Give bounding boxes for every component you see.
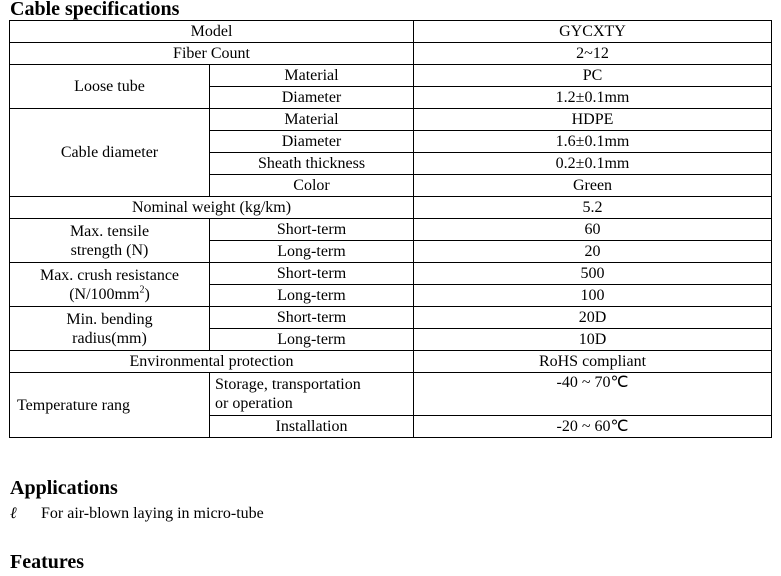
crush-label-superscript: 2 — [139, 284, 145, 296]
crush-short-label: Short-term — [210, 263, 414, 285]
table-row — [10, 21, 772, 43]
storage-label-line2: or operation — [215, 395, 293, 412]
tensile-label-line2: strength (N) — [70, 241, 149, 259]
loose-tube-material-label: Material — [210, 65, 414, 87]
table-row — [10, 197, 772, 219]
bending-label-line1: Min. bending — [66, 310, 153, 328]
cable-material-value: HDPE — [414, 109, 772, 131]
nominal-weight-value: 5.2 — [414, 197, 772, 219]
crush-label-line1: Max. crush resistance — [39, 266, 180, 284]
cable-specifications-heading: Cable specifications — [10, 0, 180, 20]
crush-short-value: 500 — [414, 263, 772, 285]
features-heading: Features — [10, 551, 85, 573]
tensile-short-value: 60 — [414, 219, 772, 241]
crush-long-label: Long-term — [210, 285, 414, 307]
table-row — [10, 263, 772, 285]
crush-label-line2-pre: (N/100mm — [69, 285, 140, 303]
table-row — [10, 43, 772, 65]
bending-radius-label — [10, 307, 210, 351]
installation-temperature-value: -20 ~ 60℃ — [414, 416, 772, 438]
table-row — [10, 373, 772, 416]
crush-resistance-label — [10, 263, 210, 307]
environmental-protection-label: Environmental protection — [10, 351, 414, 373]
bending-label-line2: radius(mm) — [72, 329, 147, 347]
loose-tube-material-value: PC — [414, 65, 772, 87]
bending-long-value: 10D — [414, 329, 772, 351]
environmental-protection-value: RoHS compliant — [414, 351, 772, 373]
cable-spec-table — [9, 20, 772, 438]
tensile-long-value: 20 — [414, 241, 772, 263]
application-text: For air-blown laying in micro-tube — [41, 505, 264, 522]
bending-long-label: Long-term — [210, 329, 414, 351]
model-label: Model — [10, 21, 414, 43]
table-row — [10, 351, 772, 373]
loose-tube-label: Loose tube — [10, 65, 210, 109]
temperature-range-label: Temperature rang — [10, 373, 210, 438]
cable-diameter-label: Cable diameter — [10, 109, 210, 197]
sheath-thickness-value: 0.2±0.1mm — [414, 153, 772, 175]
applications-heading: Applications — [10, 477, 118, 499]
model-value: GYCXTY — [414, 21, 772, 43]
table-row — [10, 219, 772, 241]
storage-temperature-value: -40 ~ 70℃ — [414, 373, 772, 416]
bending-short-value: 20D — [414, 307, 772, 329]
storage-label — [210, 373, 414, 416]
cable-diameter-sub-label: Diameter — [210, 131, 414, 153]
nominal-weight-label: Nominal weight (kg/km) — [10, 197, 414, 219]
table-row — [10, 307, 772, 329]
crush-label-line2-post: ) — [144, 285, 150, 303]
color-value: Green — [414, 175, 772, 197]
loose-tube-diameter-value: 1.2±0.1mm — [414, 87, 772, 109]
cable-material-label: Material — [210, 109, 414, 131]
list-item — [10, 503, 264, 525]
fiber-count-label: Fiber Count — [10, 43, 414, 65]
tensile-short-label: Short-term — [210, 219, 414, 241]
fiber-count-value: 2~12 — [414, 43, 772, 65]
table-row — [10, 109, 772, 131]
storage-label-line1: Storage, transportation — [215, 376, 361, 393]
table-row — [10, 65, 772, 87]
loose-tube-diameter-label: Diameter — [210, 87, 414, 109]
tensile-strength-label — [10, 219, 210, 263]
color-label: Color — [210, 175, 414, 197]
tensile-long-label: Long-term — [210, 241, 414, 263]
installation-label: Installation — [210, 416, 414, 438]
tensile-label-line1: Max. tensile — [69, 222, 150, 240]
sheath-thickness-label: Sheath thickness — [210, 153, 414, 175]
bending-short-label: Short-term — [210, 307, 414, 329]
cable-diameter-value: 1.6±0.1mm — [414, 131, 772, 153]
bullet-icon: ℓ — [10, 505, 17, 522]
crush-long-value: 100 — [414, 285, 772, 307]
